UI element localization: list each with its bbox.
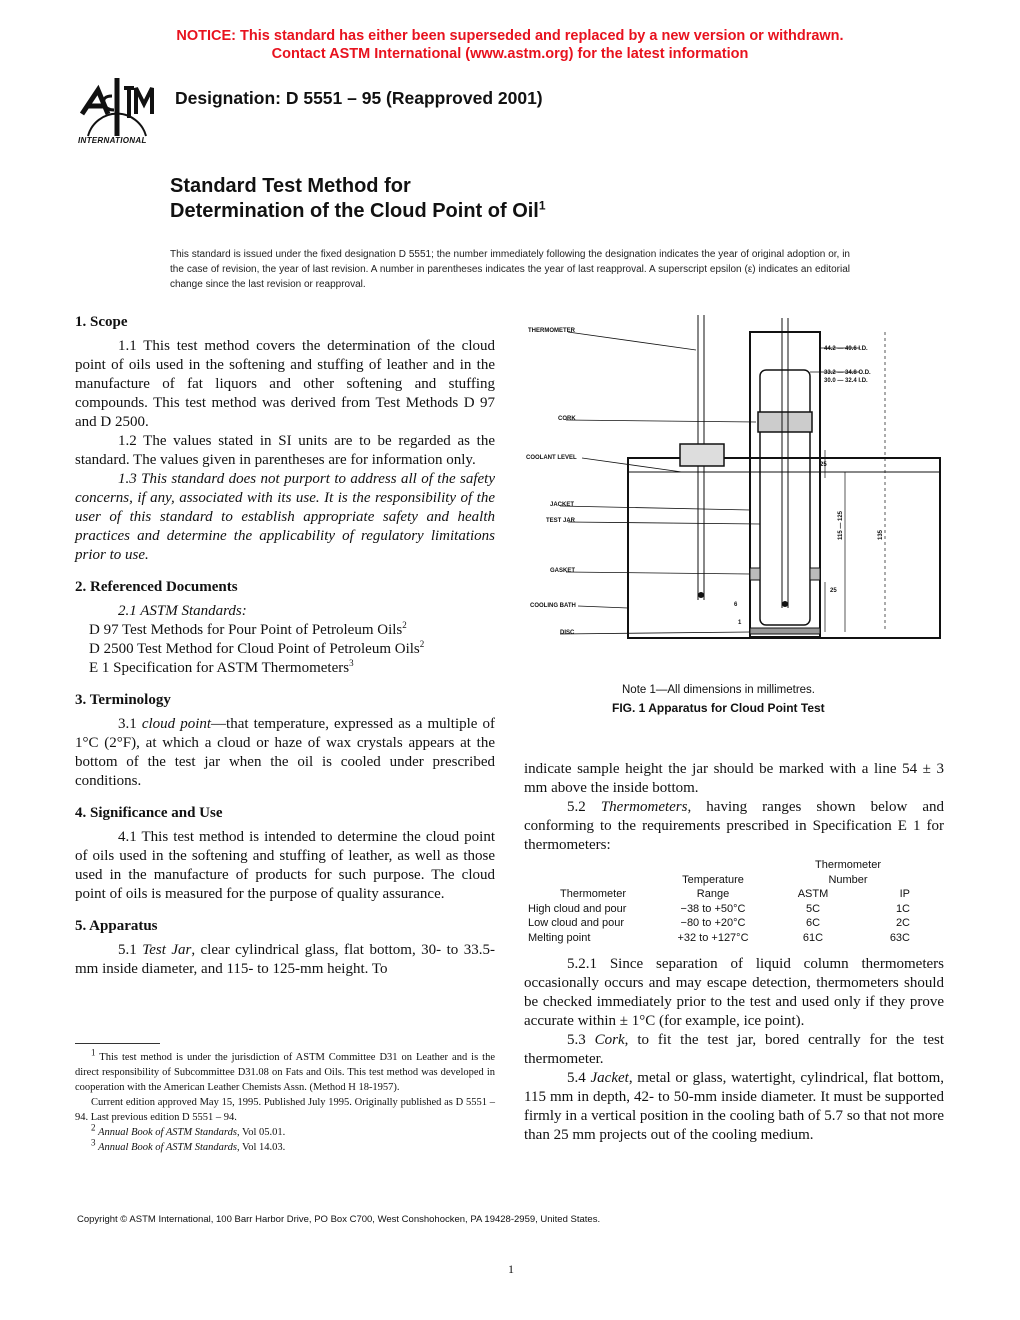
section-4-heading: 4. Significance and Use (75, 805, 223, 821)
label-jacket: JACKET (550, 502, 575, 508)
footnote-1b: Current edition approved May 15, 1995. Published July 1995. Originally published as D 5551 – 94. Last previous edition D 5551 – 94. (75, 1097, 495, 1123)
jar-cork (758, 412, 812, 432)
dim-6: 6 (734, 602, 738, 608)
test-jar (760, 370, 810, 625)
para-5-3-text: , to fit the test jar, bored centrally for the test thermometer. (524, 1032, 944, 1067)
footnotes (75, 1047, 495, 1155)
th-number: Number (828, 873, 868, 886)
leader-lines (560, 332, 760, 634)
cell-astm: 5C (805, 902, 821, 915)
cell-astm: 61C (802, 931, 824, 944)
footnote-3-mark: 3 (91, 1137, 96, 1148)
para-2-1 (75, 602, 495, 621)
section-1-heading: 1. Scope (75, 314, 128, 330)
para-5-3 (524, 1031, 944, 1069)
dim-25-top: 25 (820, 462, 827, 468)
para-5-2 (524, 798, 944, 855)
para-3-1-text: —that temperature, expressed as a multiple of 1°C (2°F), at which a cloud or haze of wax crystals appears at the bottom of the test jar when the oil is cooled under prescribed conditions. (75, 716, 495, 789)
left-column (75, 313, 495, 979)
footnote-2-vol: , Vol 05.01. (236, 1127, 286, 1138)
title-line-2 (170, 199, 546, 224)
cell-astm: 6C (805, 917, 821, 929)
table-row (528, 902, 928, 917)
th-range: Range (696, 888, 730, 900)
thermometer-table (528, 858, 928, 945)
para-5-1-num: 5.1 (118, 942, 143, 958)
cell-ip: 2C (895, 917, 910, 929)
title-footnote-mark: 1 (538, 198, 546, 213)
para-5-3-num: 5.3 (567, 1032, 595, 1048)
notice-line-1: NOTICE: This standard has either been superseded and replaced by a new version or withdrawn. (176, 28, 844, 44)
para-3-1-term: cloud point (141, 716, 212, 732)
label-gasket: GASKET (550, 568, 576, 574)
table-row (528, 916, 928, 931)
ref-e1-text: E 1 Specification for ASTM Thermometers (89, 660, 350, 676)
para-4-1: 4.1 This test method is intended to determine the cloud point of oils used in the softening and stuffing of leather, as well as those used in the manufacture of products for such purpose. The cloud point of oils is measured for the purpose of quality assurance. (75, 829, 495, 902)
cell-ip: 1C (895, 902, 910, 915)
para-5-4-term: Jacket (590, 1070, 629, 1086)
page-number: 1 (508, 1262, 514, 1276)
footnote-3-vol: , Vol 14.03. (236, 1142, 286, 1153)
bath-thermometer-bulb (698, 592, 704, 598)
ref-d2500-sup: 2 (419, 639, 425, 649)
para-1-3: 1.3 This standard does not purport to address all of the safety concerns, if any, associated with its use. It is the responsibility of the user of this standard to establish appropriate safety and health practices and determine the applicability of regulatory limitations prior to use. (75, 471, 495, 563)
th-astm: ASTM (797, 888, 829, 900)
label-cork: CORK (558, 416, 576, 422)
ref-d97 (75, 621, 495, 640)
para-5-1 (75, 941, 495, 979)
ref-e1-sup: 3 (349, 658, 354, 668)
th-thermometer-number: Thermometer (814, 859, 882, 871)
footnote-3-text: Annual Book of ASTM Standards (98, 1142, 237, 1153)
dim-jar-id: 30.0 — 32.4 I.D. (824, 378, 868, 384)
section-3-heading: 3. Terminology (75, 692, 171, 708)
para-5-3-term: Cork (594, 1032, 625, 1048)
para-5-4 (524, 1069, 944, 1145)
footnote-1 (75, 1047, 495, 1095)
issued-statement: This standard is issued under the fixed designation D 5551; the number immediately following the designation indicates the year of original adoption or, in the case of revision, the year of last revision. A number in parentheses indicates the year of last reapproval. A superscript epsilon (ε) indicates an editorial change since the last revision or reapproval. (170, 249, 850, 290)
ref-d2500-text: D 2500 Test Method for Cloud Point of Petroleum Oils (89, 641, 420, 657)
cell-name: Melting point (528, 931, 591, 944)
astm-logo (74, 74, 160, 150)
apparatus-figure (520, 310, 950, 680)
gasket-right (810, 568, 820, 580)
label-cooling-bath: COOLING BATH (530, 603, 576, 609)
cell-range: +32 to +127°C (677, 931, 749, 944)
footnote-2-mark: 2 (91, 1122, 96, 1133)
notice-banner (0, 27, 1020, 63)
right-column-lower (524, 955, 944, 1145)
footnote-3 (75, 1137, 495, 1155)
ref-d97-text: D 97 Test Methods for Pour Point of Petroleum Oils (89, 622, 403, 638)
title-line-1: Standard Test Method for (170, 175, 411, 197)
title-line-2-text: Determination of the Cloud Point of Oil (170, 200, 539, 222)
footnote-1-text: This test method is under the jurisdiction of ASTM Committee D31 on Leather and is the direct responsibility of Subcommittee D31.08 on Fats and Oils. This test method was developed in cooperation with the American Leather Chemists Assn. (Method H 18-1957). (75, 1052, 495, 1093)
notice-line-2: Contact ASTM International (www.astm.org) for the latest information (271, 46, 749, 62)
para-5-4-num: 5.4 (567, 1070, 591, 1086)
para-1-2: 1.2 The values stated in SI units are to be regarded as the standard. The values given in parentheses are for information only. (75, 433, 495, 468)
cooling-bath (628, 458, 940, 638)
cell-range: −80 to +20°C (680, 917, 746, 929)
dim-jacket-id: 44.2 — 49.6 I.D. (824, 346, 868, 352)
figure-labels (526, 328, 884, 636)
dim-25-bottom: 25 (830, 588, 837, 594)
label-coolant-level: COOLANT LEVEL (526, 455, 577, 461)
footnote-1-mark: 1 (91, 1047, 96, 1058)
th-thermometer: Thermometer (559, 888, 627, 900)
dim-jar-od: 33.2 — 34.8 O.D. (824, 370, 871, 376)
right-column (524, 760, 944, 855)
para-3-1 (75, 715, 495, 791)
para-5-4-text: , metal or glass, watertight, cylindrical, flat bottom, 115 mm in depth, 42- to 50-mm inside diameter. It must be supported firmly in a vertical position in the cooling bath of 5.7 so that not more than 25 mm projects out of the cooling medium. (524, 1070, 944, 1143)
para-3-1-num: 3.1 (118, 716, 142, 732)
cell-range: −38 to +50°C (680, 902, 746, 915)
label-thermometer: THERMOMETER (528, 328, 575, 334)
para-5-2-term: Thermometers (600, 799, 688, 815)
logo-subtext: INTERNATIONAL (78, 136, 147, 145)
ref-d2500 (75, 640, 495, 659)
jar-thermometer-bulb (782, 601, 788, 607)
dim-1: 1 (738, 620, 742, 626)
footnote-rule (75, 1043, 160, 1044)
bath-cork (680, 444, 724, 466)
para-5-2-num: 5.2 (567, 799, 601, 815)
para-5-1-term: Test Jar (142, 942, 192, 958)
footnote-2-text: Annual Book of ASTM Standards (98, 1127, 237, 1138)
cell-ip: 63C (889, 931, 910, 944)
figure-caption: FIG. 1 Apparatus for Cloud Point Test (612, 701, 825, 715)
designation: Designation: D 5551 – 95 (Reapproved 2001) (175, 88, 543, 108)
th-ip: IP (899, 888, 910, 900)
dimension-lines (810, 332, 885, 632)
para-5-1-cont: indicate sample height the jar should be marked with a line 54 ± 3 mm above the inside bottom. (524, 761, 944, 796)
dim-115-125: 115 — 125 (838, 510, 844, 540)
section-5-heading: 5. Apparatus (75, 918, 158, 934)
cell-name: Low cloud and pour (528, 917, 625, 929)
ref-e1 (75, 659, 495, 678)
figure-note: Note 1—All dimensions in millimetres. (622, 684, 816, 696)
ref-d97-sup: 2 (402, 620, 407, 630)
dim-135: 135 (878, 529, 884, 540)
para-5-2-1: 5.2.1 Since separation of liquid column thermometers occasionally occurs and may escape detection, thermometers should be checked immediately prior to the test and used only if they prove accurate within ± 1°C (for example, ice point). (524, 956, 944, 1029)
label-test-jar: TEST JAR (546, 518, 576, 524)
cell-name: High cloud and pour (528, 902, 627, 915)
para-5-1-text: , clear cylindrical glass, flat bottom, 30- to 33.5-mm inside diameter, and 115- to 125-mm height. To (75, 942, 496, 977)
para-1-1: 1.1 This test method covers the determination of the cloud point of oils used in the softening and stuffing of leather and in the manufacture of fat liquors and other softening and stuffing compounds. This test method was derived from Test Methods D 97 and D 2500. (75, 338, 495, 430)
page-title (170, 174, 546, 224)
label-disc: DISC (560, 630, 575, 636)
footnote-2 (75, 1122, 495, 1140)
gasket-left (750, 568, 760, 580)
th-temperature: Temperature (682, 873, 744, 886)
para-2-1-text: 2.1 ASTM Standards: (118, 603, 247, 619)
disc (750, 628, 820, 634)
para-5-2-text: , having ranges shown below and conforming to the requirements prescribed in Specification E 1 for thermometers: (524, 799, 944, 853)
copyright: Copyright © ASTM International, 100 Barr Harbor Drive, PO Box C700, West Conshohocken, PA 19428-2959, United States. (77, 1214, 601, 1225)
table-row (528, 931, 928, 946)
section-2-heading: 2. Referenced Documents (75, 579, 238, 595)
